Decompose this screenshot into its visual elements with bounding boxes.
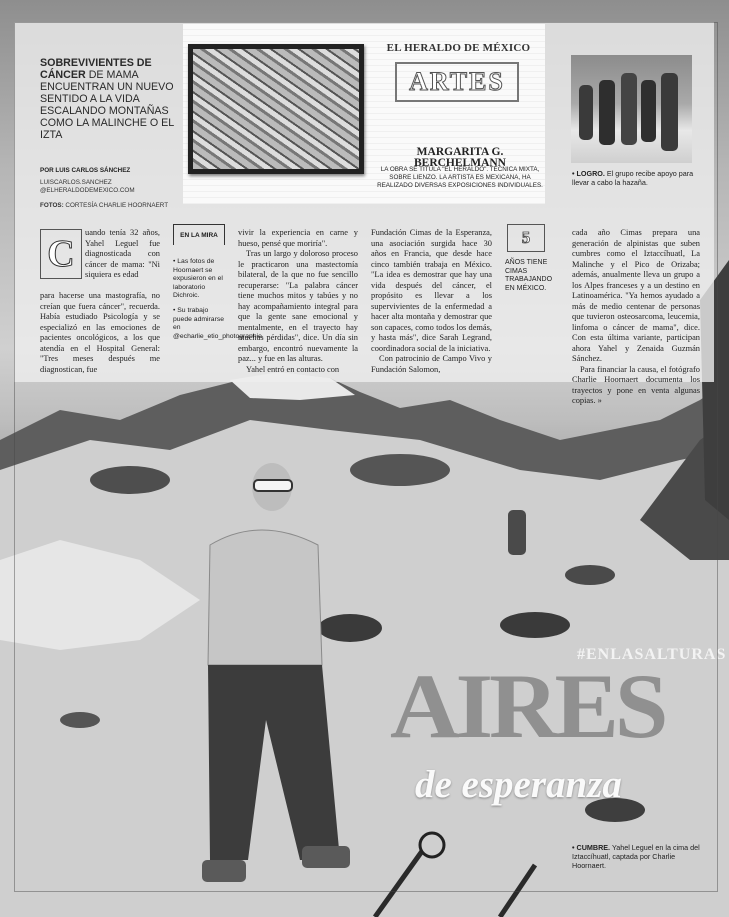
artwork-image (188, 44, 364, 174)
body-paragraph: Con patrocinio de Campo Vivo y Fundación Salomon, (371, 354, 492, 374)
photo-credit-value: CORTESÍA CHARLIE HOORNAERT (65, 202, 169, 209)
drop-cap: C (40, 229, 82, 279)
logro-caption (572, 169, 700, 187)
photo-credit (40, 202, 168, 209)
byline: POR LUIS CARLOS SÁNCHEZ (40, 167, 131, 174)
en-la-mira-items (173, 258, 264, 341)
body-paragraph: vivir la experiencia en carne y hueso, pensé que moriría". (238, 228, 358, 248)
stat-number: 5 (507, 224, 545, 252)
body-column-1-intro: uando tenía 32 años, Yahel Leguel fue diagnosticada con cáncer de mama: "Ni siquiera es edad (85, 228, 160, 279)
main-subtitle: de esperanza (415, 763, 622, 806)
paper-name: EL HERALDO DE MÉXICO (386, 42, 531, 54)
en-la-mira-item: • Las fotos de Hoornaert se expusieron en el laboratorio Dichroic. (173, 258, 223, 300)
kicker-text (40, 57, 175, 141)
section-title: ARTES (395, 62, 519, 102)
hashtag: #ENLASALTURAS (577, 646, 727, 663)
body-column-1: para hacerse una mastografía, no creían que fuera cáncer", recuerda. Había estudiado Psicología y se especializó en las emociones de pacientes oncológicos, a los que atendía en el Hospital General: "Tres meses después me diagnostican, fue (40, 291, 160, 374)
logro-text: El grupo recibe apoyo para llevar a cabo la hazaña. (572, 169, 694, 187)
body-paragraph: Yahel entró en contacto con (246, 364, 340, 374)
cumbre-caption (572, 843, 700, 870)
kicker-rest: DE MAMA ENCUENTRAN UN NUEVO SENTIDO A LA VIDA ESCALANDO MONTAÑAS COMO LA MALINCHE O EL IZTA (40, 69, 174, 141)
body-paragraph: Fundación Cimas de la Esperanza, una asociación surgida hace 30 años en Francia, que desde hace cinco también trabaja en México. "La idea es demostrar que hay una vida después del cáncer, el propósito es llevar a los supervivientes de la enfermedad a hacer alta montaña y demostrar que son capaces, como todos los demás, y hasta más", dice Sarah Legrand, coordinadora social de la iniciativa. (371, 228, 492, 353)
en-la-mira-item: • Su trabajo puede admirarse en @echarlie_etio_photographie. (173, 306, 264, 340)
author-email: LUISCARLOS.SANCHEZ @ELHERALDODEMEXICO.COM (40, 179, 135, 194)
body-column-4 (572, 228, 700, 407)
body-paragraph: cada año Cimas prepara una generación de alpinistas que suben cumbres como el Iztaccíhuatl, La Malinche y el Pico de Orizaba; además, anualmente lleva un grupo a los Alpes franceses y a un destino en Latinoamérica. "Ya hemos ayudado a más de medio centenar de personas que tuvieron osteosarcoma, leucemia, linfoma o cáncer de mama", dice. Con esta última variante, participan ahora Yahel y Zenaida Guzmán Sánchez. (572, 228, 700, 363)
cumbre-label: • CUMBRE. (572, 843, 611, 852)
kicker-lead: SOBREVIVIENTES DE CÁNCER (40, 57, 152, 81)
body-column-2 (238, 228, 358, 375)
en-la-mira-label: EN LA MIRA (173, 224, 225, 245)
body-paragraph: Para financiar la causa, el fotógrafo Charlie Hoornaert documenta los trayectos y pone en venta algunas copias. » (572, 364, 700, 405)
artist-name: MARGARITA G. BERCHELMANN (413, 146, 506, 169)
photo-credit-label: FOTOS: (40, 202, 64, 209)
stat-caption: AÑOS TIENE CIMAS TRABAJANDO EN MÉXICO. (505, 259, 553, 292)
body-paragraph: Tras un largo y doloroso proceso le practicaron una mastectomía bilateral, de la que no fue sencillo recuperarse: "La palabra cáncer tiene muchos mitos y tabúes y no hay acompañamiento integral para que la gente sane emocional y mentalmente, en el trayecto hay muchas pérdidas", dice. Un día sin embargo, encontró nuevamente la paz... y fue en las alturas. (238, 249, 358, 363)
body-column-3 (371, 228, 492, 375)
artwork-caption: LA OBRA SE TITULA "EL HERALDO". TÉCNICA MIXTA, SOBRE LIENZO. LA ARTISTA ES MEXICANA, HA REALIZADO DIVERSAS EXPOSICIONES INDIVIDUALES. (377, 166, 543, 189)
group-photo (571, 55, 692, 163)
logro-label: • LOGRO. (572, 169, 605, 178)
cumbre-text: Yahel Leguel en la cima del Iztaccíhuatl, captada por Charlie Hoornaert. (572, 843, 700, 870)
main-title: AIRES (390, 655, 665, 757)
